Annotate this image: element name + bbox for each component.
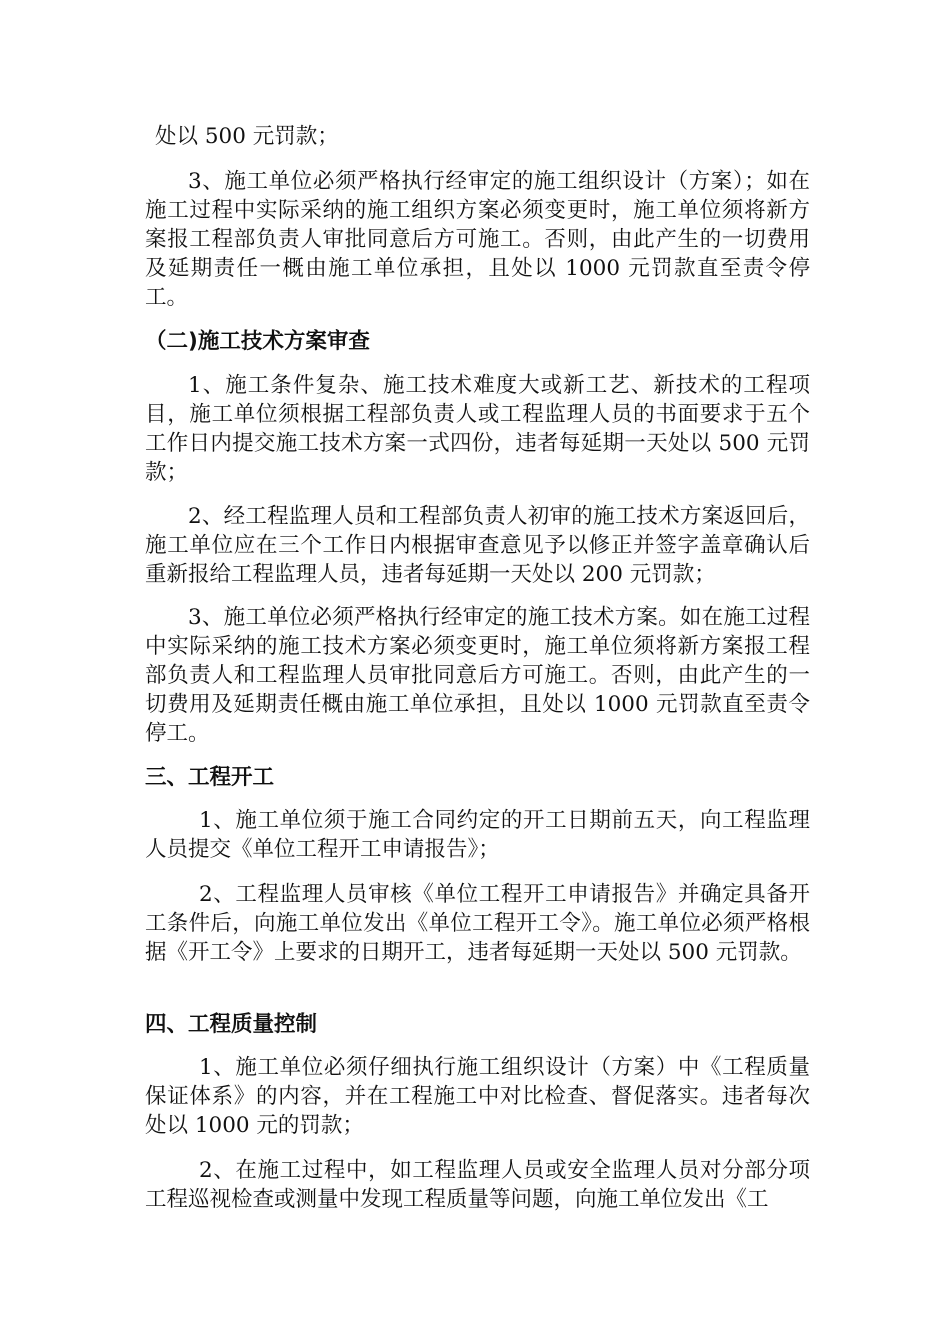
paragraph-construction-plan: 3、施工单位必须严格执行经审定的施工组织设计（方案）；如在施工过程中实际采纳的施工组织方案必须变更时，施工单位须将新方案报工程部负责人审批同意后方可施工。否则，由此产生的一切费用及延期责任一概由施工单位承担，且处以 1000 元罚款直至责令停工。 <box>145 169 810 310</box>
paragraph-tech-plan-submit: 1、施工条件复杂、施工技术难度大或新工艺、新技术的工程项目，施工单位须根据工程部负责人或工程监理人员的书面要求于五个工作日内提交施工技术方案一式四份，违者每延期一天处以 500 元罚款； <box>145 373 810 485</box>
paragraph-tech-plan-revise: 2、经工程监理人员和工程部负责人初审的施工技术方案返回后，施工单位应在三个工作日内根据审查意见予以修正并签字盖章确认后重新报给工程监理人员，违者每延期一天处以 200 元罚款； <box>145 504 810 587</box>
paragraph-quality-inspection: 2、在施工过程中，如工程监理人员或安全监理人员对分部分项工程巡视检查或测量中发现工程质量等问题，向施工单位发出《工 <box>145 1158 810 1212</box>
paragraph-commencement-application: 1、施工单位须于施工合同约定的开工日期前五天，向工程监理人员提交《单位工程开工申请报告》； <box>145 808 810 862</box>
section-heading-quality-control: 四、工程质量控制 <box>145 1012 318 1037</box>
section-heading-commencement: 三、工程开工 <box>145 765 275 790</box>
paragraph-quality-assurance: 1、施工单位必须仔细执行施工组织设计（方案）中《工程质量保证体系》的内容，并在工程施工中对比检查、督促落实。违者每次处以 1000 元的罚款； <box>145 1055 810 1138</box>
paragraph-tech-plan-execute: 3、施工单位必须严格执行经审定的施工技术方案。如在施工过程中实际采纳的施工技术方案必须变更时，施工单位须将新方案报工程部负责人和工程监理人员审批同意后方可施工。否则，由此产生的一切费用及延期责任概由施工单位承担，且处以 1000 元罚款直至责令停工。 <box>145 605 810 746</box>
paragraph-commencement-order: 2、工程监理人员审核《单位工程开工申请报告》并确定具备开工条件后，向施工单位发出《单位工程开工令》。施工单位必须严格根据《开工令》上要求的日期开工，违者每延期一天处以 500 元罚款。 <box>145 882 810 965</box>
paragraph-fine-500: 处以 500 元罚款； <box>155 124 339 149</box>
section-heading-technical-review: （二)施工技术方案审查 <box>145 329 370 354</box>
